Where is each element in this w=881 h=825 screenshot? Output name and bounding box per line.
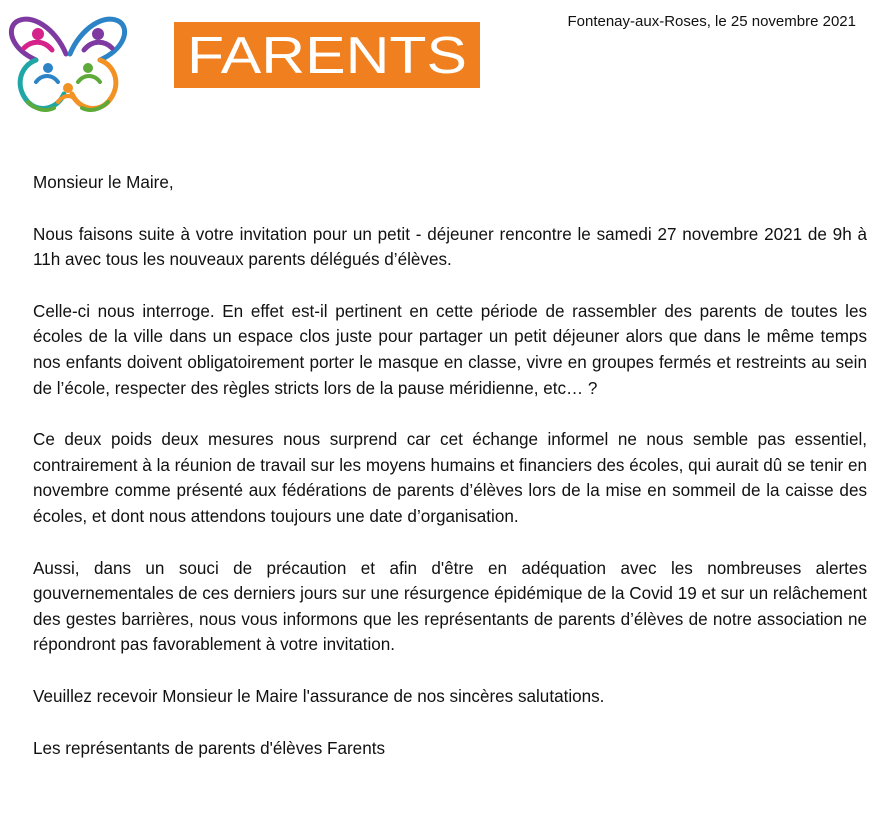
paragraph-decision: Aussi, dans un souci de précaution et afin d'être en adéquation avec les nombreuses alertes gouvernementales de ces derniers jours sur une résurgence épidémique de la Covid 19 et sur un relâchement des gestes barrières, nous vous informons que les représentants de parents d’élèves de notre association ne répondront pas favorablement à votre invitation. [33, 558, 867, 655]
brand-name: FARENTS [187, 27, 467, 85]
brand-wordmark [174, 22, 480, 88]
date-line: Fontenay-aux-Roses, le 25 novembre 2021 [567, 13, 856, 30]
salutation: Monsieur le Maire, [33, 173, 174, 192]
butterfly-logo-icon [6, 4, 130, 120]
brand-banner [174, 22, 480, 88]
letter-body [33, 170, 867, 761]
paragraph-question: Celle-ci nous interroge. En effet est-il pertinent en cette période de rassembler des parents de toutes les écoles de la ville dans un espace clos juste pour partager un petit déjeuner alors que dans le même temps nos enfants doivent obligatoirement porter le masque en classe, vivre en groupes fermés et restreints au sein de l’école, respecter des règles stricts lors de la pause méridienne, etc… ? [33, 301, 867, 398]
closing: Veuillez recevoir Monsieur le Maire l'assurance de nos sincères salutations. [33, 686, 605, 706]
paragraph-surprise: Ce deux poids deux mesures nous surprend car cet échange informel ne nous semble pas essentiel, contrairement à la réunion de travail sur les moyens humains et financiers des écoles, qui aurait dû se tenir en novembre comme présenté aux fédérations de parents d’élèves lors de la mise en sommeil de la caisse des écoles, et dont nous attendons toujours une date d’organisation. [33, 430, 867, 526]
paragraph-invitation: Nous faisons suite à votre invitation pour un petit - déjeuner rencontre le samedi 27 novembre 2021 de 9h à 11h avec tous les nouveaux parents délégués d’élèves. [33, 224, 867, 270]
butterfly-logo [6, 4, 130, 120]
signature: Les représentants de parents d'élèves Farents [33, 738, 385, 758]
